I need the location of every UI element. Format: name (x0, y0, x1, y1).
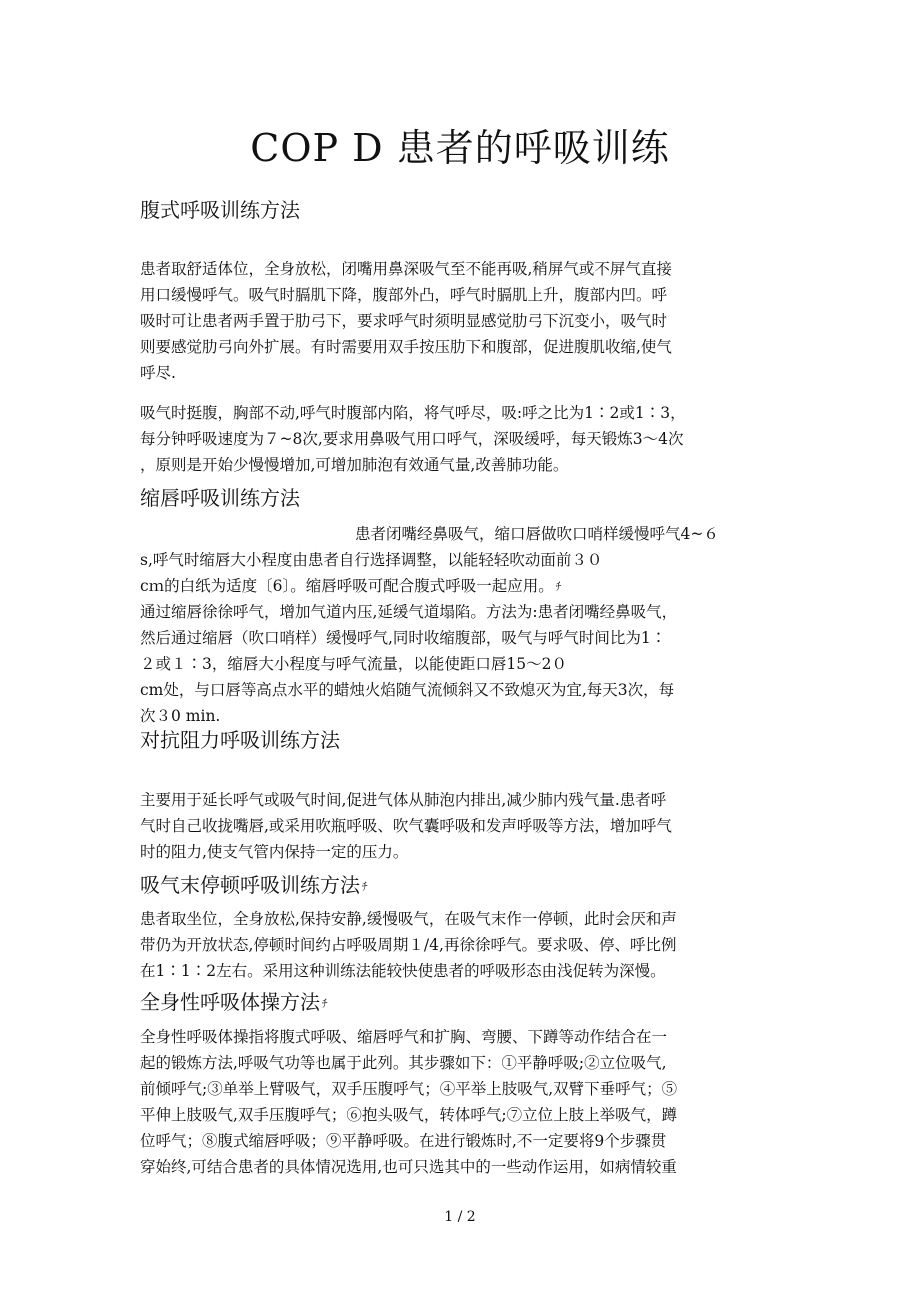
text-line: 主要用于延长呼气或吸气时间,促进气体从肺泡内排出,减少肺内残气量.患者呼 (140, 791, 667, 809)
text-line: 时的阻力,使支气管内保持一定的压力。 (140, 843, 409, 861)
text-line: 带仍为开放状态,停顿时间约占呼吸周期１/4,再徐徐呼气。要求吸、停、呼比例 (140, 936, 677, 954)
paragraph-breathing-exercises (140, 1024, 780, 1180)
text-line: 患者取坐位，全身放松,保持安静,缓慢吸气，在吸气末作一停顿，此时会厌和声 (140, 910, 677, 928)
section-heading-resistance-breathing: 对抗阻力呼吸训练方法 (140, 728, 340, 752)
text-line: 通过缩唇徐徐呼气，增加气道内压,延缓气道塌陷。方法为:患者闭嘴经鼻吸气， (140, 603, 678, 621)
text-content: cｍ的白纸为适度〔6〕。缩唇呼吸可配合腹式呼吸一起应用。 (140, 577, 554, 595)
paragraph-pursed-lip (140, 521, 780, 729)
document-title: COP D 患者的呼吸训练 (250, 126, 670, 170)
text-line: 然后通过缩唇（吹口哨样）缓慢呼气,同时收缩腹部，吸气与呼气时间比为1∶ (140, 629, 667, 647)
text-line: 位呼气；⑧腹式缩唇呼吸；⑨平静呼吸。在进行锻炼时,不一定要将9个步骤贯 (140, 1132, 667, 1150)
section-heading-inspiratory-pause (140, 871, 800, 901)
text-line: 平伸上肢吸气,双手压腹呼气；⑥抱头吸气，转体呼气;⑦立位上肢上举吸气，蹲 (140, 1106, 678, 1124)
text-line: 呼尽. (140, 364, 176, 382)
text-line: 起的锻炼方法,呼吸气功等也属于此列。其步骤如下：①平静呼吸;②立位吸气, (140, 1054, 667, 1072)
text-line: s,呼气时缩唇大小程度由患者自行选择调整，以能轻轻吹动面前３０ (140, 551, 603, 569)
text-line: 患者闭嘴经鼻吸气，缩口唇做吹口哨样缓慢呼气4~６ (355, 525, 719, 543)
glyph-mark: ﾁ (362, 879, 368, 893)
text-line: cm处，与口唇等高点水平的蜡烛火焰随气流倾斜又不致熄灭为宜,每天3次，每 (140, 681, 675, 699)
text-line: 每分钟呼吸速度为７~8次,要求用鼻吸气用口呼气，深吸缓呼，每天锻炼3～4次 (140, 430, 684, 448)
text-line: 气时自己收拢嘴唇,或采用吹瓶呼吸、吹气囊呼吸和发声呼吸等方法，增加呼气 (140, 817, 672, 835)
glyph-mark: ﾁ (322, 996, 328, 1010)
heading-text: 全身性呼吸体操方法 (140, 990, 320, 1014)
text-line: 在1∶1∶2左右。采用这种训练法能较快使患者的呼吸形态由浅促转为深慢。 (140, 962, 666, 980)
text-line: 用口缓慢呼气。吸气时膈肌下降，腹部外凸，呼气时膈肌上升，腹部内凹。呼 (140, 286, 668, 304)
paragraph-abdominal-1 (140, 256, 780, 386)
glyph-mark: ﾁ (555, 580, 562, 593)
text-line: 次３0 min. (140, 707, 221, 725)
section-heading-abdominal-breathing: 腹式呼吸训练方法 (140, 198, 300, 222)
section-heading-breathing-exercises (140, 988, 800, 1018)
text-line: 穿始终,可结合患者的具体情况选用,也可只选其中的一些动作运用，如病情较重 (140, 1158, 677, 1176)
section-heading-pursed-lip-breathing: 缩唇呼吸训练方法 (140, 486, 300, 510)
heading-text: 吸气末停顿呼吸训练方法 (140, 873, 360, 897)
text-line: 吸时可让患者两手置于肋弓下，要求呼气时须明显感觉肋弓下沉变小，吸气时 (140, 312, 668, 330)
text-line: ２或１∶3，缩唇大小程度与呼气流量，以能使距口唇15～2０ (140, 655, 567, 673)
paragraph-abdominal-2 (140, 400, 780, 478)
text-line: 全身性呼吸体操指将腹式呼吸、缩唇呼气和扩胸、弯腰、下蹲等动作结合在一 (140, 1028, 668, 1046)
paragraph-inspiratory-pause (140, 906, 780, 984)
text-line: ，原则是开始少慢慢增加,可增加肺泡有效通气量,改善肺功能。 (140, 456, 569, 474)
text-line: 吸气时挺腹，胸部不动,呼气时腹部内陷，将气呼尽，吸:呼之比为1∶2或1∶3， (140, 404, 686, 422)
text-line: 前倾呼气;③单举上臂吸气，双手压腹呼气；④平举上肢吸气,双臂下垂呼气；⑤ (140, 1080, 678, 1098)
page-indicator: 1 / 2 (444, 1209, 476, 1225)
text-line: 则要感觉肋弓向外扩展。有时需要用双手按压肋下和腹部，促进腹肌收缩,使气 (140, 338, 672, 356)
text-line: 患者取舒适体位，全身放松，闭嘴用鼻深吸气至不能再吸,稍屏气或不屏气直接 (140, 260, 672, 278)
text-line-with-mark (140, 573, 780, 599)
paragraph-resistance (140, 787, 780, 865)
